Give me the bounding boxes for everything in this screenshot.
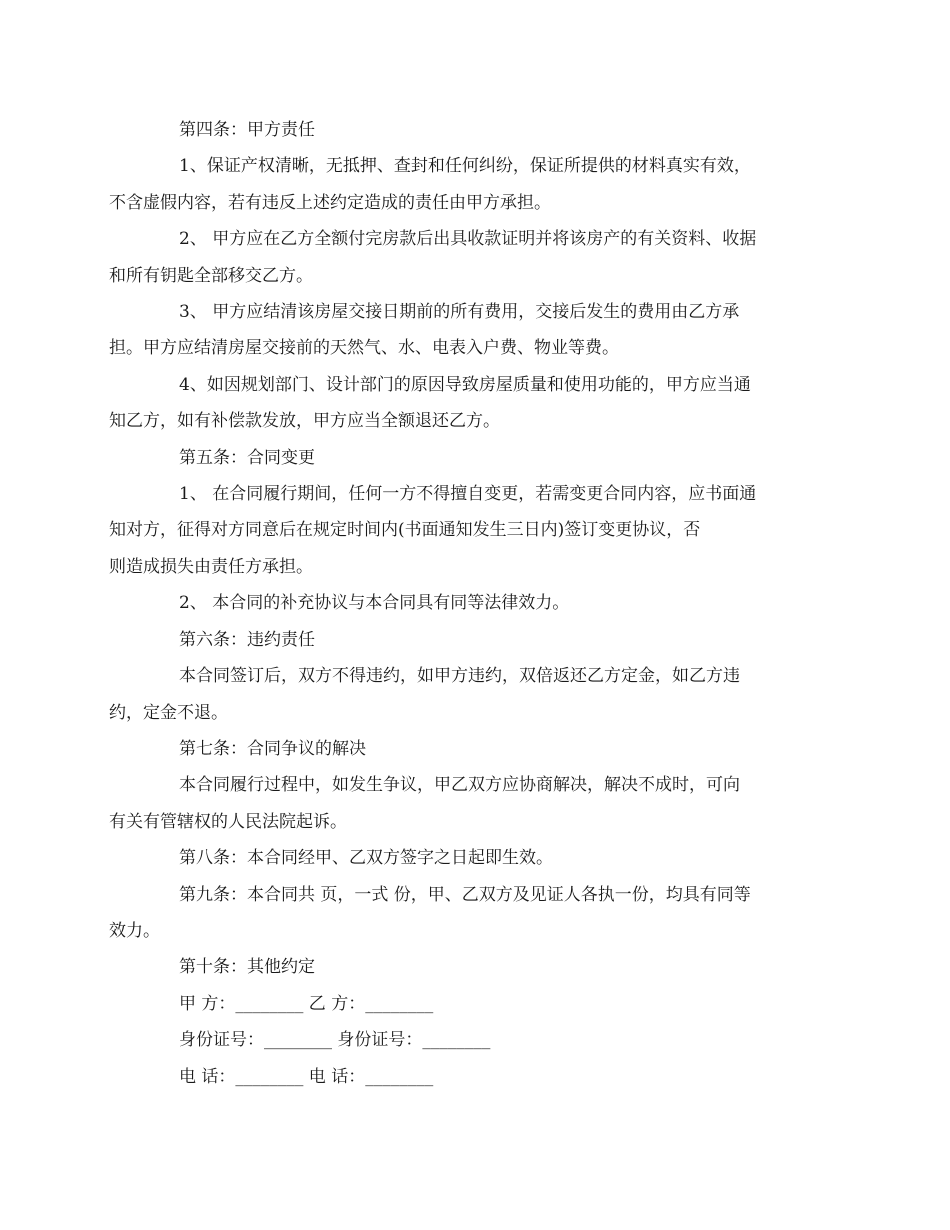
signature-block [144,986,810,1095]
paragraph-line: 知乙方，如有补偿款发放，甲方应当全额退还乙方。 [109,411,500,432]
paragraph-line: 1、保证产权清晰，无抵押、查封和任何纠纷，保证所提供的材料真实有效， [179,156,751,177]
section-heading [144,949,810,985]
paragraph-line: 效力。 [109,920,160,941]
paragraph-line: 知对方，征得对方同意后在规定时间内(书面通知发生三日内)签订变更协议，否 [109,520,701,541]
paragraph [109,294,810,367]
paragraph-line: 第六条：违约责任 [179,629,315,650]
paragraph-line: 第四条：甲方责任 [179,120,315,140]
paragraph [144,112,810,148]
section-heading [144,840,810,876]
section-heading [144,440,810,476]
paragraph-line: 不含虚假内容，若有违反上述约定造成的责任由甲方承担。 [109,192,551,213]
paragraph-line: 2、 甲方应在乙方全额付完房款后出具收款证明并将该房产的有关资料、收据 [179,229,757,250]
paragraph-line: 有关有管辖权的人民法院起诉。 [109,811,347,832]
signature-line-id-numbers: 身份证号：________ 身份证号：________ [179,1030,491,1051]
section-heading [144,622,810,658]
paragraph-line: 2、 本合同的补充协议与本合同具有同等法律效力。 [179,593,570,614]
paragraph [109,476,810,585]
paragraph [109,148,810,221]
paragraph-line: 第五条：合同变更 [179,447,315,468]
paragraph-line: 则造成损失由责任方承担。 [109,556,313,577]
paragraph-line: 和所有钥匙全部移交乙方。 [109,265,313,286]
paragraph-line: 本合同履行过程中，如发生争议，甲乙双方应协商解决，解决不成时，可向 [179,775,740,796]
contract-body [109,112,810,986]
paragraph-line: 第十条：其他约定 [179,957,315,978]
paragraph-line: 约，定金不退。 [109,702,228,723]
signature-line-party-names: 甲 方：________ 乙 方：________ [179,993,434,1014]
paragraph-line: 第九条：本合同共 页，一式 份，甲、乙双方及见证人各执一份，均具有同等 [179,884,751,905]
paragraph-line: 本合同签订后，双方不得违约，如甲方违约，双倍返还乙方定金，如乙方违 [179,666,740,687]
paragraph-line: 4、如因规划部门、设计部门的原因导致房屋质量和使用功能的，甲方应当通 [179,374,751,395]
paragraph-line: 担。甲方应结清房屋交接前的天然气、水、电表入户费、物业等费。 [109,338,619,359]
paragraph [109,767,810,840]
paragraph [109,367,810,440]
section-heading [144,731,810,767]
paragraph [109,658,810,731]
paragraph-line: 第七条：合同争议的解决 [179,738,366,759]
paragraph [144,585,810,621]
document-page [109,112,810,1095]
paragraph-line: 第八条：本合同经甲、乙双方签字之日起即生效。 [179,848,553,869]
signature-line-phones: 电 话：________ 电 话：________ [179,1066,434,1087]
paragraph-line: 1、 在合同履行期间，任何一方不得擅自变更，若需变更合同内容，应书面通 [179,484,757,505]
paragraph [109,877,810,950]
paragraph-line: 3、 甲方应结清该房屋交接日期前的所有费用，交接后发生的费用由乙方承 [179,302,740,323]
paragraph [109,221,810,294]
